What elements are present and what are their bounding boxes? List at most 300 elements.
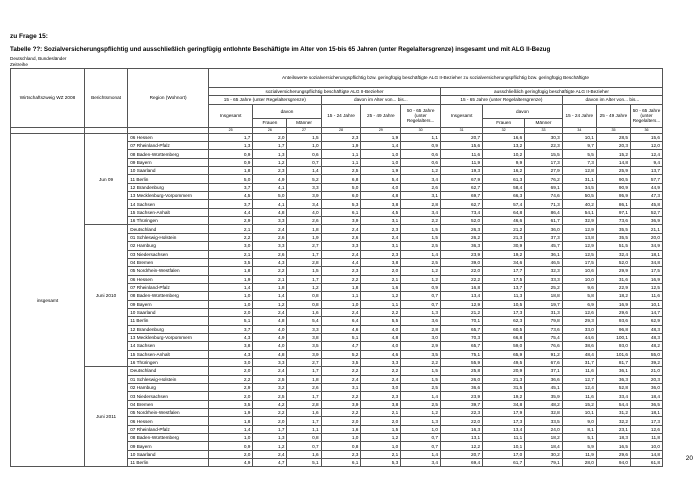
value-cell: 2,4 <box>253 450 287 458</box>
table-row <box>11 367 663 375</box>
value-cell: 1,6 <box>361 283 401 291</box>
value-cell: 57,7 <box>631 175 663 183</box>
value-cell: 1,3 <box>401 308 441 316</box>
value-cell: 0,7 <box>401 434 441 442</box>
header-svb-davon-alter: davon im Alter von... bis... <box>321 96 440 104</box>
value-cell: 52,7 <box>631 208 663 216</box>
value-cell: 12,5 <box>631 283 663 291</box>
value-cell: 2,9 <box>401 342 441 350</box>
value-cell: 1,9 <box>361 167 401 175</box>
value-cell: 12,6 <box>562 308 596 316</box>
value-cell: 12,2 <box>441 442 483 450</box>
value-cell: 20,9 <box>483 367 525 375</box>
value-cell: 4,7 <box>253 459 287 467</box>
value-cell: 26,3 <box>441 225 483 233</box>
value-cell: 26,0 <box>441 375 483 383</box>
value-cell: 1,4 <box>401 250 441 258</box>
header-geb-25-49: 25 - 49 Jahre <box>596 104 630 127</box>
value-cell: 10,1 <box>483 442 525 450</box>
value-cell: 2,9 <box>208 217 252 225</box>
value-cell: 4,8 <box>253 208 287 216</box>
value-cell: 21,1 <box>631 225 663 233</box>
value-cell: 2,5 <box>253 392 287 400</box>
value-cell: 3,4 <box>401 175 441 183</box>
value-cell: 3,3 <box>253 358 287 366</box>
value-cell: 11,1 <box>483 434 525 442</box>
value-cell: 2,6 <box>253 250 287 258</box>
value-cell: 3,3 <box>287 183 321 191</box>
value-cell: 1,4 <box>361 142 401 150</box>
value-cell: 1,2 <box>361 292 401 300</box>
region-cell: 09 Bayern <box>128 158 209 166</box>
value-cell: 34,9 <box>631 242 663 250</box>
value-cell: 3,5 <box>208 258 252 266</box>
value-cell: 17,7 <box>483 267 525 275</box>
value-cell: 36,1 <box>596 367 630 375</box>
value-cell: 2,6 <box>321 233 361 241</box>
value-cell: 11,9 <box>441 158 483 166</box>
value-cell: 2,5 <box>321 167 361 175</box>
region-cell: 15 Sachsen-Anhalt <box>128 208 209 216</box>
value-cell: 11,6 <box>562 367 596 375</box>
value-cell: 31,3 <box>525 308 563 316</box>
value-cell: 2,2 <box>321 275 361 283</box>
value-cell: 1,1 <box>361 300 401 308</box>
value-cell: 16,3 <box>441 425 483 433</box>
value-cell: 66,8 <box>483 333 525 341</box>
table-title: Tabelle ??: Sozialversicherungspflichtig und ausschließlich geringfügig entlohnte Beschäftigte im Alter von 15-bis 65 Jahren (unter Regelaltersgrenze) insgesamt und mit ALG II-Bezug <box>10 46 551 53</box>
region-cell: 10 Saarland <box>128 450 209 458</box>
value-cell: 0,8 <box>287 292 321 300</box>
value-cell: 18,1 <box>631 250 663 258</box>
value-cell: 9,6 <box>562 283 596 291</box>
value-cell: 2,5 <box>401 242 441 250</box>
value-cell: 4,0 <box>361 325 401 333</box>
value-cell: 1,3 <box>208 142 252 150</box>
value-cell: 11,6 <box>631 292 663 300</box>
value-cell: 73,4 <box>441 208 483 216</box>
region-cell: 10 Saarland <box>128 308 209 316</box>
value-cell: 5,0 <box>208 175 252 183</box>
value-cell: 3,2 <box>253 384 287 392</box>
value-cell: 49,5 <box>483 358 525 366</box>
value-cell: 17,3 <box>525 158 563 166</box>
value-cell: 34,6 <box>483 258 525 266</box>
header-svb-maenner: Männer <box>287 119 321 127</box>
value-cell: 94,0 <box>596 459 630 467</box>
value-cell: 1,9 <box>287 233 321 241</box>
value-cell: 34,5 <box>562 183 596 191</box>
value-cell: 2,2 <box>401 358 441 366</box>
value-cell: 3,1 <box>401 192 441 200</box>
value-cell: 65,7 <box>441 325 483 333</box>
column-index: 36 <box>631 127 663 133</box>
value-cell: 12,9 <box>562 242 596 250</box>
value-cell: 60,5 <box>483 325 525 333</box>
value-cell: 22,3 <box>525 142 563 150</box>
value-cell: 12,4 <box>562 384 596 392</box>
value-cell: 36,5 <box>631 400 663 408</box>
value-cell: 4,3 <box>208 350 252 358</box>
region-cell: Deutschland <box>128 367 209 375</box>
region-cell: 12 Brandenburg <box>128 183 209 191</box>
value-cell: 62,7 <box>441 200 483 208</box>
header-svb-age-15-65: 15 - 65 Jahre (unter Regelaltersgrenze) <box>208 96 321 104</box>
value-cell: 16,9 <box>631 275 663 283</box>
value-cell: 3,7 <box>208 200 252 208</box>
value-cell: 2,4 <box>361 233 401 241</box>
value-cell: 16,6 <box>483 133 525 141</box>
value-cell: 1,7 <box>287 367 321 375</box>
value-cell: 6,4 <box>321 317 361 325</box>
value-cell: 36,0 <box>525 225 563 233</box>
value-cell: 3,5 <box>208 400 252 408</box>
value-cell: 3,8 <box>361 258 401 266</box>
region-cell: 04 Bremen <box>128 400 209 408</box>
value-cell: 93,0 <box>596 342 630 350</box>
value-cell: 1,7 <box>287 392 321 400</box>
value-cell: 73,6 <box>525 325 563 333</box>
value-cell: 10,1 <box>631 300 663 308</box>
value-cell: 1,1 <box>401 133 441 141</box>
value-cell: 25,2 <box>525 283 563 291</box>
value-cell: 37,1 <box>525 367 563 375</box>
value-cell: 30,2 <box>525 450 563 458</box>
header-svb-50-65: 50 - 65 Jahre (unter Regelalters... <box>401 104 441 127</box>
value-cell: 2,2 <box>361 367 401 375</box>
value-cell: 30,3 <box>525 133 563 141</box>
value-cell: 3,0 <box>208 242 252 250</box>
value-cell: 21,0 <box>631 367 663 375</box>
value-cell: 5,4 <box>361 175 401 183</box>
value-cell: 3,9 <box>321 217 361 225</box>
value-cell: 4,2 <box>253 400 287 408</box>
value-cell: 12,9 <box>562 225 596 233</box>
value-cell: 32,9 <box>562 217 596 225</box>
value-cell: 16,9 <box>596 300 630 308</box>
value-cell: 0,6 <box>287 150 321 158</box>
value-cell: 3,0 <box>361 384 401 392</box>
region-cell: 11 Berlin <box>128 317 209 325</box>
value-cell: 1,6 <box>287 308 321 316</box>
value-cell: 3,3 <box>253 242 287 250</box>
value-cell: 61,8 <box>631 459 663 467</box>
value-cell: 2,8 <box>401 325 441 333</box>
value-cell: 3,5 <box>401 350 441 358</box>
header-geb-frauen: Frauen <box>483 119 525 127</box>
value-cell: 0,7 <box>401 292 441 300</box>
value-cell: 1,5 <box>401 225 441 233</box>
value-cell: 11,6 <box>441 150 483 158</box>
value-cell: 48,4 <box>562 350 596 358</box>
value-cell: 1,2 <box>287 283 321 291</box>
page-number: 20 <box>685 455 693 462</box>
region-cell: 02 Hamburg <box>128 384 209 392</box>
value-cell: 2,0 <box>208 308 252 316</box>
value-cell: 11,8 <box>631 434 663 442</box>
value-cell: 35,5 <box>596 225 630 233</box>
value-cell: 17,3 <box>483 417 525 425</box>
value-cell: 33,4 <box>596 392 630 400</box>
value-cell: 3,8 <box>287 333 321 341</box>
value-cell: 28,0 <box>562 459 596 467</box>
region-cell: 03 Niedersachsen <box>128 392 209 400</box>
value-cell: 55,9 <box>441 358 483 366</box>
value-cell: 3,4 <box>401 208 441 216</box>
value-cell: 30,9 <box>483 242 525 250</box>
header-svb: sozialversicherungspflichtig beschäftigte ALG II-Bezieher <box>208 88 440 96</box>
value-cell: 79,1 <box>525 459 563 467</box>
value-cell: 18,2 <box>596 292 630 300</box>
value-cell: 3,3 <box>253 217 287 225</box>
value-cell: 1,5 <box>287 267 321 275</box>
value-cell: 69,4 <box>441 459 483 467</box>
column-index: 31 <box>441 127 483 133</box>
value-cell: 15,2 <box>596 150 630 158</box>
column-index: 30 <box>401 127 441 133</box>
value-cell: 17,9 <box>483 409 525 417</box>
value-cell: 31,2 <box>596 409 630 417</box>
value-cell: 96,8 <box>596 325 630 333</box>
value-cell: 10,1 <box>562 133 596 141</box>
value-cell: 11,9 <box>562 450 596 458</box>
region-cell: 10 Saarland <box>128 167 209 175</box>
value-cell: 52,0 <box>596 258 630 266</box>
header-geb-15-24: 15 - 24 Jahre <box>562 104 596 127</box>
value-cell: 93,6 <box>596 317 630 325</box>
value-cell: 22,2 <box>441 275 483 283</box>
value-cell: 48,2 <box>631 342 663 350</box>
value-cell: 58,4 <box>483 183 525 191</box>
value-cell: 0,9 <box>208 158 252 166</box>
value-cell: 19,2 <box>483 392 525 400</box>
value-cell: 1,9 <box>208 275 252 283</box>
value-cell: 21,2 <box>483 225 525 233</box>
value-cell: 5,1 <box>562 434 596 442</box>
value-cell: 24,0 <box>525 425 563 433</box>
value-cell: 4,0 <box>361 342 401 350</box>
value-cell: 18,4 <box>631 392 663 400</box>
value-cell: 2,0 <box>253 133 287 141</box>
value-cell: 17,5 <box>562 258 596 266</box>
value-cell: 2,3 <box>361 225 401 233</box>
value-cell: 32,3 <box>525 267 563 275</box>
value-cell: 2,3 <box>361 392 401 400</box>
region-cell: 16 Thüringen <box>128 358 209 366</box>
column-index: 34 <box>562 127 596 133</box>
region-cell: 08 Baden-Württemberg <box>128 434 209 442</box>
value-cell: 1,0 <box>208 300 252 308</box>
value-cell: 44,9 <box>631 183 663 191</box>
value-cell: 39,0 <box>441 258 483 266</box>
value-cell: 55,0 <box>631 350 663 358</box>
region-cell: 04 Bremen <box>128 258 209 266</box>
value-cell: 13,4 <box>441 292 483 300</box>
value-cell: 36,3 <box>441 242 483 250</box>
value-cell: 0,6 <box>401 158 441 166</box>
value-cell: 2,2 <box>321 367 361 375</box>
value-cell: 2,1 <box>208 225 252 233</box>
value-cell: 1,2 <box>401 275 441 283</box>
value-cell: 1,8 <box>287 225 321 233</box>
value-cell: 29,3 <box>562 317 596 325</box>
value-cell: 1,0 <box>361 150 401 158</box>
value-cell: 2,9 <box>208 384 252 392</box>
value-cell: 54,1 <box>562 208 596 216</box>
value-cell: 1,4 <box>287 167 321 175</box>
value-cell: 1,2 <box>253 158 287 166</box>
column-index: 26 <box>253 127 287 133</box>
region-cell: 08 Baden-Württemberg <box>128 292 209 300</box>
region-cell: 14 Sachsen <box>128 342 209 350</box>
value-cell: 2,4 <box>361 375 401 383</box>
value-cell: 4,0 <box>253 342 287 350</box>
value-cell: 2,0 <box>361 267 401 275</box>
value-cell: 33,0 <box>562 325 596 333</box>
value-cell: 13,7 <box>631 167 663 175</box>
value-cell: 39,2 <box>631 358 663 366</box>
region-cell: 11 Berlin <box>128 459 209 467</box>
value-cell: 4,3 <box>253 258 287 266</box>
value-cell: 1,0 <box>287 142 321 150</box>
value-cell: 17,0 <box>483 450 525 458</box>
value-cell: 4,1 <box>253 200 287 208</box>
column-index: 35 <box>596 127 630 133</box>
value-cell: 2,6 <box>401 183 441 191</box>
value-cell: 52,8 <box>596 384 630 392</box>
value-cell: 79,8 <box>525 317 563 325</box>
value-cell: 1,7 <box>287 250 321 258</box>
value-cell: 86,4 <box>525 208 563 216</box>
value-cell: 2,2 <box>253 267 287 275</box>
value-cell: 1,8 <box>208 167 252 175</box>
value-cell: 25,8 <box>441 367 483 375</box>
column-index: 32 <box>483 127 525 133</box>
region-cell: 05 Nordrhein-Westfalen <box>128 267 209 275</box>
value-cell: 1,8 <box>253 283 287 291</box>
value-cell: 29,6 <box>596 450 630 458</box>
value-cell: 16,5 <box>596 442 630 450</box>
value-cell: 3,8 <box>361 400 401 408</box>
value-cell: 0,8 <box>287 300 321 308</box>
value-cell: 69,7 <box>441 192 483 200</box>
value-cell: 76,6 <box>525 342 563 350</box>
subtitle-series: Zeitreihe <box>10 62 28 67</box>
value-cell: 73,6 <box>596 217 630 225</box>
value-cell: 1,5 <box>287 133 321 141</box>
value-cell: 36,6 <box>525 375 563 383</box>
value-cell: 0,6 <box>401 150 441 158</box>
header-svb-davon: davon <box>253 104 321 119</box>
value-cell: 2,1 <box>208 250 252 258</box>
value-cell: 40,2 <box>562 200 596 208</box>
value-cell: 90,5 <box>596 175 630 183</box>
region-cell: 07 Rheinland-Pfalz <box>128 425 209 433</box>
value-cell: 2,4 <box>253 308 287 316</box>
value-cell: 33,5 <box>525 417 563 425</box>
value-cell: 1,4 <box>253 292 287 300</box>
value-cell: 3,8 <box>208 342 252 350</box>
value-cell: 35,5 <box>596 233 630 241</box>
value-cell: 2,1 <box>361 275 401 283</box>
region-cell: 09 Bayern <box>128 300 209 308</box>
value-cell: 2,5 <box>401 400 441 408</box>
value-cell: 2,3 <box>321 267 361 275</box>
value-cell: 9,4 <box>631 158 663 166</box>
value-cell: 21,2 <box>441 308 483 316</box>
header-geb-50-65: 50 - 65 Jahre (unter Regelalters... <box>631 104 663 127</box>
region-cell: 06 Hessen <box>128 275 209 283</box>
value-cell: 86,1 <box>596 200 630 208</box>
value-cell: 46,5 <box>525 258 563 266</box>
header-geb-maenner: Männer <box>525 119 563 127</box>
value-cell: 1,6 <box>287 409 321 417</box>
value-cell: 1,2 <box>401 167 441 175</box>
value-cell: 1,0 <box>401 425 441 433</box>
value-cell: 1,8 <box>208 267 252 275</box>
berichtsmonat-cell: Jun 09 <box>84 133 127 225</box>
region-cell: 16 Thüringen <box>128 217 209 225</box>
value-cell: 2,2 <box>321 409 361 417</box>
value-cell: 29,9 <box>596 267 630 275</box>
value-cell: 8,1 <box>562 425 596 433</box>
value-cell: 4,4 <box>321 258 361 266</box>
value-cell: 31,7 <box>562 358 596 366</box>
value-cell: 29,6 <box>596 308 630 316</box>
value-cell: 95,9 <box>596 192 630 200</box>
value-cell: 2,5 <box>401 258 441 266</box>
value-cell: 3,7 <box>208 325 252 333</box>
value-cell: 3,6 <box>401 317 441 325</box>
value-cell: 90,9 <box>596 183 630 191</box>
value-cell: 2,6 <box>253 233 287 241</box>
wirtschaftszweig-cell: insgesamt <box>11 133 85 467</box>
value-cell: 5,0 <box>253 192 287 200</box>
value-cell: 2,4 <box>321 308 361 316</box>
value-cell: 45,1 <box>525 384 563 392</box>
value-cell: 39,7 <box>441 400 483 408</box>
header-geb-davon-alter: davon im Alter von... bis... <box>562 96 662 104</box>
region-cell: 02 Hamburg <box>128 242 209 250</box>
value-cell: 3,5 <box>287 342 321 350</box>
value-cell: 3,3 <box>287 325 321 333</box>
value-cell: 37,3 <box>525 233 563 241</box>
value-cell: 1,4 <box>208 283 252 291</box>
region-cell: 03 Niedersachsen <box>128 250 209 258</box>
value-cell: 5,8 <box>562 292 596 300</box>
value-cell: 3,8 <box>361 200 401 208</box>
value-cell: 3,1 <box>321 384 361 392</box>
value-cell: 91,2 <box>525 350 563 358</box>
value-cell: 12,0 <box>631 142 663 150</box>
value-cell: 65,7 <box>441 342 483 350</box>
value-cell: 1,7 <box>287 417 321 425</box>
region-cell: 08 Baden-Württemberg <box>128 150 209 158</box>
value-cell: 0,9 <box>401 142 441 150</box>
table-row <box>11 133 663 141</box>
value-cell: 4,9 <box>253 175 287 183</box>
value-cell: 14,8 <box>631 450 663 458</box>
value-cell: 2,8 <box>401 200 441 208</box>
value-cell: 22,0 <box>441 417 483 425</box>
value-cell: 20,3 <box>631 375 663 383</box>
value-cell: 5,3 <box>361 459 401 467</box>
value-cell: 59,0 <box>483 342 525 350</box>
value-cell: 3,5 <box>321 358 361 366</box>
value-cell: 2,2 <box>361 308 401 316</box>
region-cell: 14 Sachsen <box>128 200 209 208</box>
value-cell: 3,1 <box>361 242 401 250</box>
